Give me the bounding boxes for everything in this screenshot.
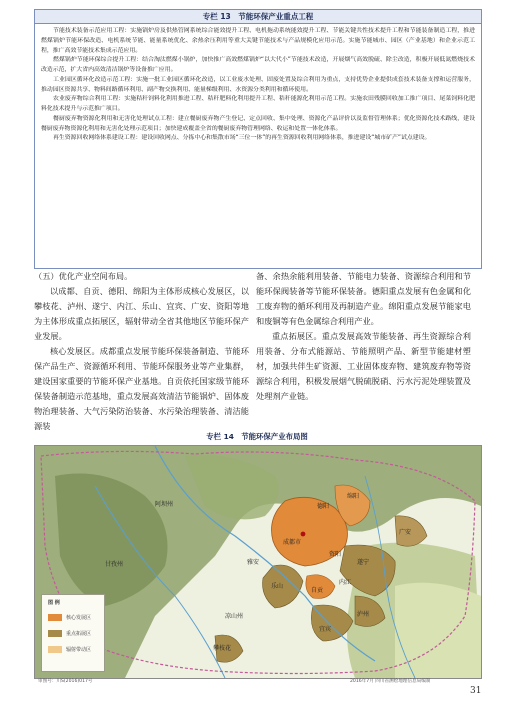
box-paragraph: 餐厨废弃物资源化利用和无害化处理试点工程：建立餐厨废弃物产生登记、定点回收、集中处理、资源化产品评价以及监督管理体系；优化资源化技术路线，建设餐厨废弃物资源化利用和无害化处理示范项目；加快建成覆盖全省的餐厨废弃物管理网络、收运和处置一体化体系。	[41, 115, 475, 132]
section-heading: （五）优化产业空间布局。	[34, 271, 133, 281]
eastern-basin	[395, 583, 481, 678]
body-paragraph: 重点拓展区。重点发展高效节能装备、再生资源综合利用装备、分布式能源站、节能照明产品、新型节能建材塑材，加强共伴生矿资源、工业固体废弃物、建筑废弃物等资源综合利用，积极发展烟气脱硫脱硝、污水污泥处理装置及处理剂产业链。	[256, 331, 471, 401]
city-label: 阿坝州	[155, 501, 174, 508]
key-projects-box	[34, 9, 482, 269]
figure-title: 专栏 14 节能环保产业布局图	[206, 432, 308, 441]
city-label: 成都市	[283, 539, 302, 546]
box-paragraph: 工业园区循环化改造示范工程：实施一批工业园区循环化改造，以工业废水处理、固废处置及综合利用为重点，支持优势企业提供成套技术装备支撑和运营服务，推动园区资源共享、物料间路循环利用、副产物交换利用、能量梯级利用、水资源分类利用和循环使用。	[41, 76, 475, 93]
body-paragraph: 核心发展区。成都重点发展节能环保装备制造、节能环保产品生产、资源循环利用、节能环保服务业等产业集群，建设国家重要的节能环保产业基地。自贡依托国家级节能环保装备制造示范基地，重点发展高效清洁节能锅炉、固体废物治理装备、大气污染防治装备、水污染治理装备、清洁能源装	[34, 346, 249, 431]
city-label: 宜宾	[319, 626, 332, 633]
legend-item	[48, 629, 104, 639]
city-label: 雅安	[247, 559, 260, 566]
city-label: 乐山	[271, 583, 284, 590]
legend-label: 重点拓展区	[66, 631, 92, 637]
box-paragraph: 再生资源回收网络体系建设工程：建设回收网点、分拣中心和集散市场“三位一体”的再生资源回收利用网络体系，推进建设“城市矿产”试点建设。	[53, 135, 431, 142]
city-label: 自贡	[311, 587, 324, 594]
city-label: 泸州	[357, 611, 370, 618]
box-paragraph: 农业废弃物综合利用工程：实施秸秆饲料化利用推进工程、秸秆肥料化利用提升工程、秸秆能源化利用示范工程。实施农田残膜回收加工推广项目、尾菜饲料化肥料化技术提升与示范推广项目。	[41, 96, 475, 112]
city-label: 绵阳	[347, 493, 360, 500]
box-paragraph: 节能技术装备示范应用工程：实施锅炉房及供热管网系统综合能效提升工程、电机拖动系统能效提升工程、节能关键共性技术提升工程和节能装备制造工程，推进燃煤锅炉节能环保改造、电机系统节能、能量系统优化、余热余压利用等重大关键节能技术与产品规模化应用示范。实施节能城市、园区（产业基地）和企业示范工程，推广高效节能技术集成示范应用。	[41, 28, 475, 54]
city-label: 内江	[339, 579, 352, 586]
box-paragraph: 燃煤锅炉节能环保综合提升工程：结合淘汰燃煤小锅炉，加快推广高效燃煤锅炉“以大代小”节能技术改造，开展烟气高效脱硫、除尘改造，积极开展低氮燃烧技术改造示范，扩大省内高效清洁锅炉等设备推广应用。	[41, 57, 475, 73]
body-paragraph: 以成都、自贡、德阳、绵阳为主体形成核心发展区，以攀枝花、泸州、遂宁、内江、乐山、宜宾、广安、资阳等地为主体形成重点拓展区，辐射带动全省其他地区节能环保产业发展。	[34, 286, 249, 341]
map-credit: 2016年7月 四川省测绘地理信息局编制	[350, 679, 431, 684]
city-dot	[301, 532, 306, 537]
box-body	[41, 27, 475, 144]
legend-label: 辐射带动区	[66, 647, 92, 653]
city-label: 攀枝花	[213, 645, 232, 652]
body-paragraph: 备、余热余能利用装备、节能电力装备、资源综合利用和节能环保阀装备等节能环保装备。德阳重点发展有色金属和化工废弃物的循环利用及再制造产业。绵阳重点发展节能家电和废铜等有色金属综合利用产业。	[256, 271, 471, 326]
legend-swatch	[48, 614, 62, 621]
layout-map	[34, 445, 482, 679]
left-column	[34, 269, 249, 434]
map-approval-number: 审图号：川S(2016)017号	[38, 679, 93, 684]
city-label: 甘孜州	[105, 561, 124, 568]
city-label: 德阳	[317, 503, 330, 510]
legend-item	[48, 645, 104, 655]
city-label: 凉山州	[225, 613, 244, 620]
legend-swatch	[48, 630, 62, 637]
legend-title: 图 例	[48, 600, 60, 606]
legend-item	[48, 613, 104, 623]
city-label: 遂宁	[357, 559, 370, 566]
map-legend	[41, 594, 105, 672]
box-title: 专栏 13 节能环保产业重点工程	[35, 10, 481, 24]
page-number: 31	[470, 686, 482, 696]
city-label: 广安	[399, 529, 412, 536]
legend-label: 核心发展区	[66, 615, 92, 621]
city-label: 资阳	[329, 551, 342, 558]
right-column	[256, 269, 471, 404]
legend-swatch	[48, 646, 62, 653]
